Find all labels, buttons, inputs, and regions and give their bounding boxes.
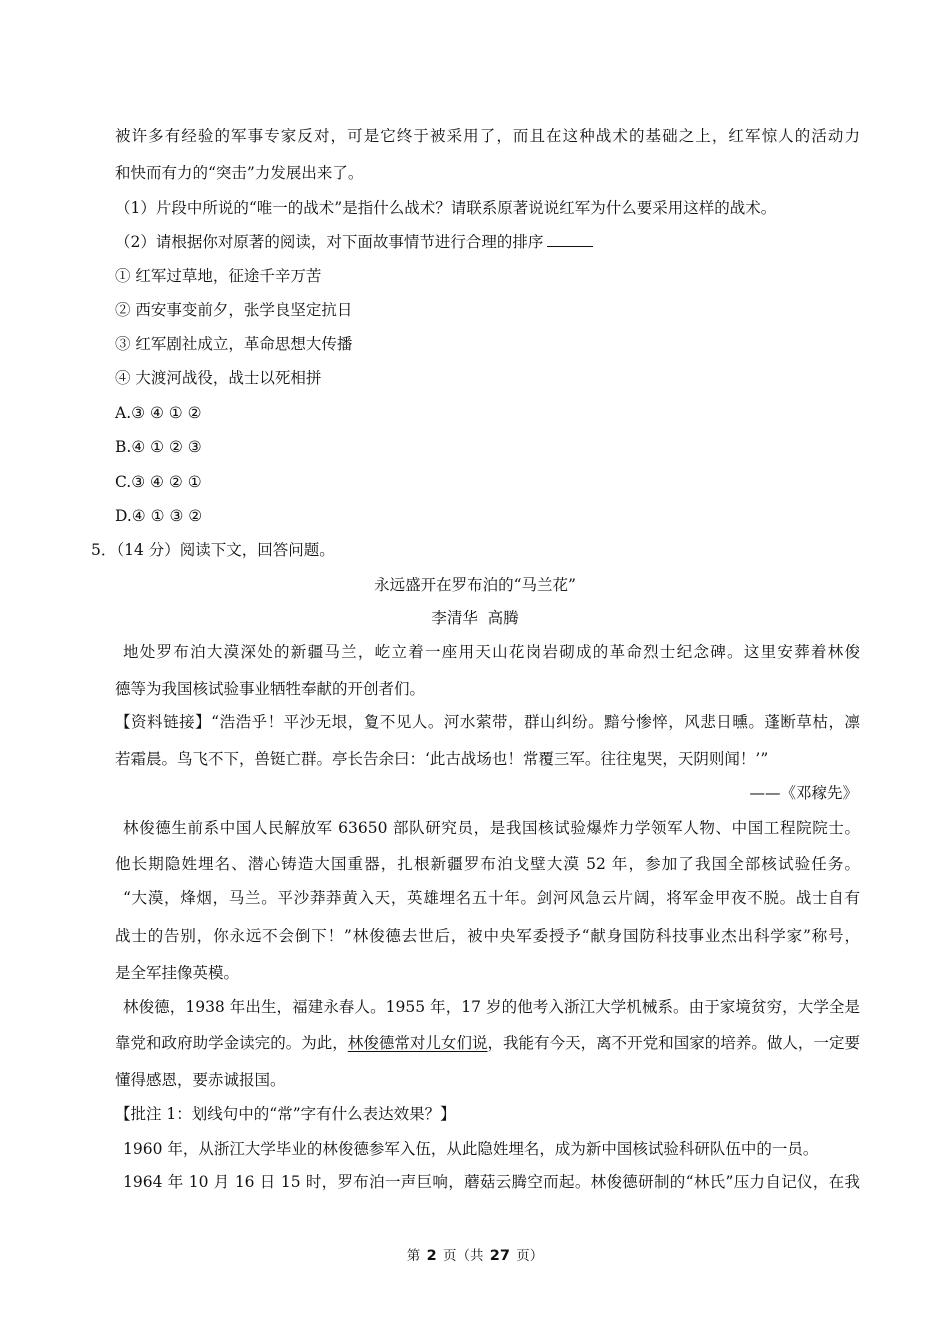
list-item: ③ 红军剧社成立，革命思想大传播 bbox=[115, 335, 353, 353]
list-item: ① 红军过草地，征途千辛万苦 bbox=[115, 267, 322, 285]
underlined-sentence: 林俊德常对儿女们说 bbox=[347, 1034, 488, 1052]
option-b: B.④ ① ② ③ bbox=[115, 438, 202, 456]
paragraph-line: 是全军挂像英模。 bbox=[115, 964, 240, 982]
question-1: （1）片段中所说的“唯一的战术”是指什么战术？请联系原著说说红军为什么要采用这样的战术。 bbox=[115, 199, 777, 217]
paragraph-line: 地处罗布泊大漠深处的新疆马兰，屹立着一座用天山花岗岩砌成的革命烈士纪念碑。这里安葬着林俊 bbox=[123, 643, 860, 661]
annotation-note: 【批注 1：划线句中的“常”字有什么表达效果？】 bbox=[115, 1105, 456, 1123]
paragraph-text: ，我能有今天，离不开党和国家的培养。做人，一定要 bbox=[487, 1034, 860, 1052]
footer-middle: 页（共 bbox=[442, 1248, 484, 1264]
page-total: 27 bbox=[489, 1248, 510, 1264]
paragraph-text: 靠党和政府助学金读完的。为此， bbox=[115, 1034, 348, 1052]
article-authors: 李清华 高腾 bbox=[431, 609, 519, 627]
paragraph-line: 他长期隐姓埋名、潜心铸造大国重器，扎根新疆罗布泊戈壁大漠 52 年，参加了我国全部核试验任务。 bbox=[115, 855, 860, 873]
paragraph-line: 1960 年，从浙江大学毕业的林俊德参军入伍，从此隐姓埋名，成为新中国核试验科研队伍中的一员。 bbox=[123, 1140, 819, 1158]
page-footer bbox=[0, 1244, 950, 1264]
option-a: A.③ ④ ① ② bbox=[115, 404, 202, 422]
list-item: ④ 大渡河战役，战士以死相拼 bbox=[115, 369, 322, 387]
question-2-text: （2）请根据你对原著的阅读，对下面故事情节进行合理的排序 bbox=[115, 233, 544, 251]
paragraph-line: “大漠，烽烟，马兰。平沙莽莽黄入天，英雄埋名五十年。剑河风急云片阔，将军金甲夜不脱。战士自有 bbox=[123, 889, 860, 907]
paragraph-line bbox=[115, 1033, 860, 1053]
paragraph-line: 1964 年 10 月 16 日 15 时，罗布泊一声巨响，蘑菇云腾空而起。林俊德研制的“林氏”压力自记仪，在我 bbox=[123, 1173, 860, 1191]
paragraph-line: 战士的告别，你永远不会倒下！”林俊德去世后，被中央军委授予“献身国防科技事业杰出科学家”称号， bbox=[115, 927, 860, 945]
question-5-heading: 5．（14 分）阅读下文，回答问题。 bbox=[91, 541, 335, 559]
question-2 bbox=[115, 232, 593, 252]
footer-prefix: 第 bbox=[406, 1248, 421, 1264]
paragraph-line: 被许多有经验的军事专家反对，可是它终于被采用了，而且在这种战术的基础之上，红军惊人的活动力 bbox=[115, 127, 860, 145]
paragraph-line: 和快而有力的“突击”力发展出来了。 bbox=[115, 164, 364, 182]
paragraph-line: 德等为我国核试验事业牺牲奉献的开创者们。 bbox=[115, 680, 426, 698]
list-item: ② 西安事变前夕，张学良坚定抗日 bbox=[115, 301, 353, 319]
footer-suffix: 页） bbox=[516, 1248, 544, 1264]
paragraph-line: 林俊德，1938 年出生，福建永春人。1955 年，17 岁的他考入浙江大学机械系。由于家境贫穷，大学全是 bbox=[123, 998, 860, 1016]
paragraph-line: 林俊德生前系中国人民解放军 63650 部队研究员，是我国核试验爆炸力学领军人物、中国工程院院士。 bbox=[123, 819, 860, 837]
reference-link-line: 若霜晨。鸟飞不下，兽铤亡群。亭长告余曰：‘此古战场也！常覆三军。往往鬼哭，天阴则闻！’” bbox=[115, 750, 769, 768]
answer-blank bbox=[547, 232, 593, 247]
page-number: 2 bbox=[426, 1248, 437, 1264]
option-c: C.③ ④ ② ① bbox=[115, 473, 202, 491]
option-d: D.④ ① ③ ② bbox=[115, 507, 203, 525]
article-title: 永远盛开在罗布泊的“马兰花” bbox=[374, 576, 576, 594]
paragraph-line: 懂得感恩，要赤诚报国。 bbox=[115, 1071, 286, 1089]
reference-source: ——《邓稼先》 bbox=[749, 784, 858, 802]
reference-link-line: 【资料链接】“浩浩乎！平沙无垠，夐不见人。河水萦带，群山纠纷。黯兮惨悴，风悲日曛。蓬断草枯，凛 bbox=[115, 713, 860, 731]
